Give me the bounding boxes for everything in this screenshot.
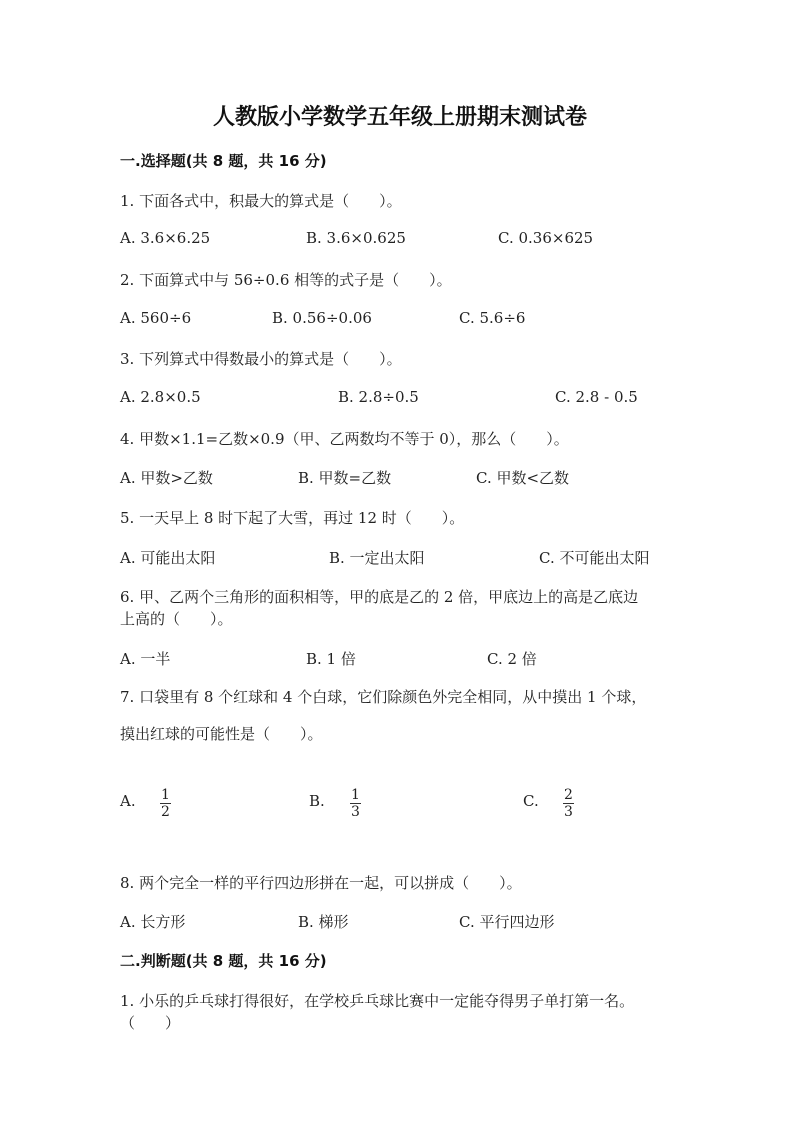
option-a-fraction	[160, 787, 171, 820]
question-text: 1. 下面各式中，积最大的算式是（ ）。	[120, 192, 402, 210]
option-a: A. 3.6×6.25	[120, 229, 211, 247]
option-b: B. 3.6×0.625	[306, 229, 406, 247]
question-text-line2: （ ）	[120, 1014, 181, 1032]
question-text: 3. 下列算式中得数最小的算式是（ ）。	[120, 350, 402, 368]
option-c: C. 平行四边形	[459, 913, 555, 931]
option-c: C. 不可能出太阳	[539, 549, 650, 567]
fraction-denominator: 3	[564, 804, 573, 820]
section-heading: 一.选择题(共 8 题，共 16 分)	[120, 152, 327, 170]
option-b-label: B.	[309, 792, 325, 810]
option-c: C. 2.8 - 0.5	[555, 388, 638, 406]
option-c: C. 5.6÷6	[459, 309, 526, 327]
option-a: A. 甲数>乙数	[120, 469, 213, 487]
option-b: B. 0.56÷0.06	[272, 309, 372, 327]
question-text: 4. 甲数×1.1=乙数×0.9（甲、乙两数均不等于 0），那么（ ）。	[120, 430, 569, 448]
option-a: A. 可能出太阳	[120, 549, 216, 567]
question-text: 8. 两个完全一样的平行四边形拼在一起，可以拼成（ ）。	[120, 874, 522, 892]
option-c-fraction	[563, 787, 574, 820]
question-text-line2: 摸出红球的可能性是（ ）。	[120, 725, 323, 743]
question-text-line2: 上高的（ ）。	[120, 610, 233, 628]
option-a-label: A.	[120, 792, 136, 810]
option-c: C. 甲数<乙数	[476, 469, 570, 487]
option-b: B. 甲数=乙数	[298, 469, 392, 487]
option-a: A. 560÷6	[120, 309, 192, 327]
option-b: B. 1 倍	[306, 650, 356, 668]
question-text: 2. 下面算式中与 56÷0.6 相等的式子是（ ）。	[120, 271, 452, 289]
fraction-numerator: 1	[161, 787, 170, 803]
question-text-line1: 7. 口袋里有 8 个红球和 4 个白球，它们除颜色外完全相同，从中摸出 1 个球，	[120, 688, 647, 706]
option-b: B. 梯形	[298, 913, 349, 931]
page-title: 人教版小学数学五年级上册期末测试卷	[212, 104, 587, 130]
section-heading: 二.判断题(共 8 题，共 16 分)	[120, 952, 327, 970]
option-c: C. 0.36×625	[498, 229, 594, 247]
option-c-label: C.	[523, 792, 539, 810]
question-text-line1: 6. 甲、乙两个三角形的面积相等，甲的底是乙的 2 倍，甲底边上的高是乙底边	[120, 588, 639, 606]
option-b: B. 一定出太阳	[329, 549, 425, 567]
option-a: A. 2.8×0.5	[120, 388, 201, 406]
fraction-numerator: 2	[564, 787, 573, 803]
fraction-denominator: 3	[351, 804, 360, 820]
question-text: 5. 一天早上 8 时下起了大雪，再过 12 时（ ）。	[120, 509, 465, 527]
question-text-line1: 1. 小乐的乒乓球打得很好，在学校乒乓球比赛中一定能夺得男子单打第一名。	[120, 992, 635, 1010]
option-a: A. 长方形	[120, 913, 186, 931]
option-b: B. 2.8÷0.5	[338, 388, 419, 406]
option-c: C. 2 倍	[487, 650, 537, 668]
option-a: A. 一半	[120, 650, 171, 668]
fraction-denominator: 2	[161, 804, 170, 820]
option-b-fraction	[350, 787, 361, 820]
fraction-numerator: 1	[351, 787, 360, 803]
